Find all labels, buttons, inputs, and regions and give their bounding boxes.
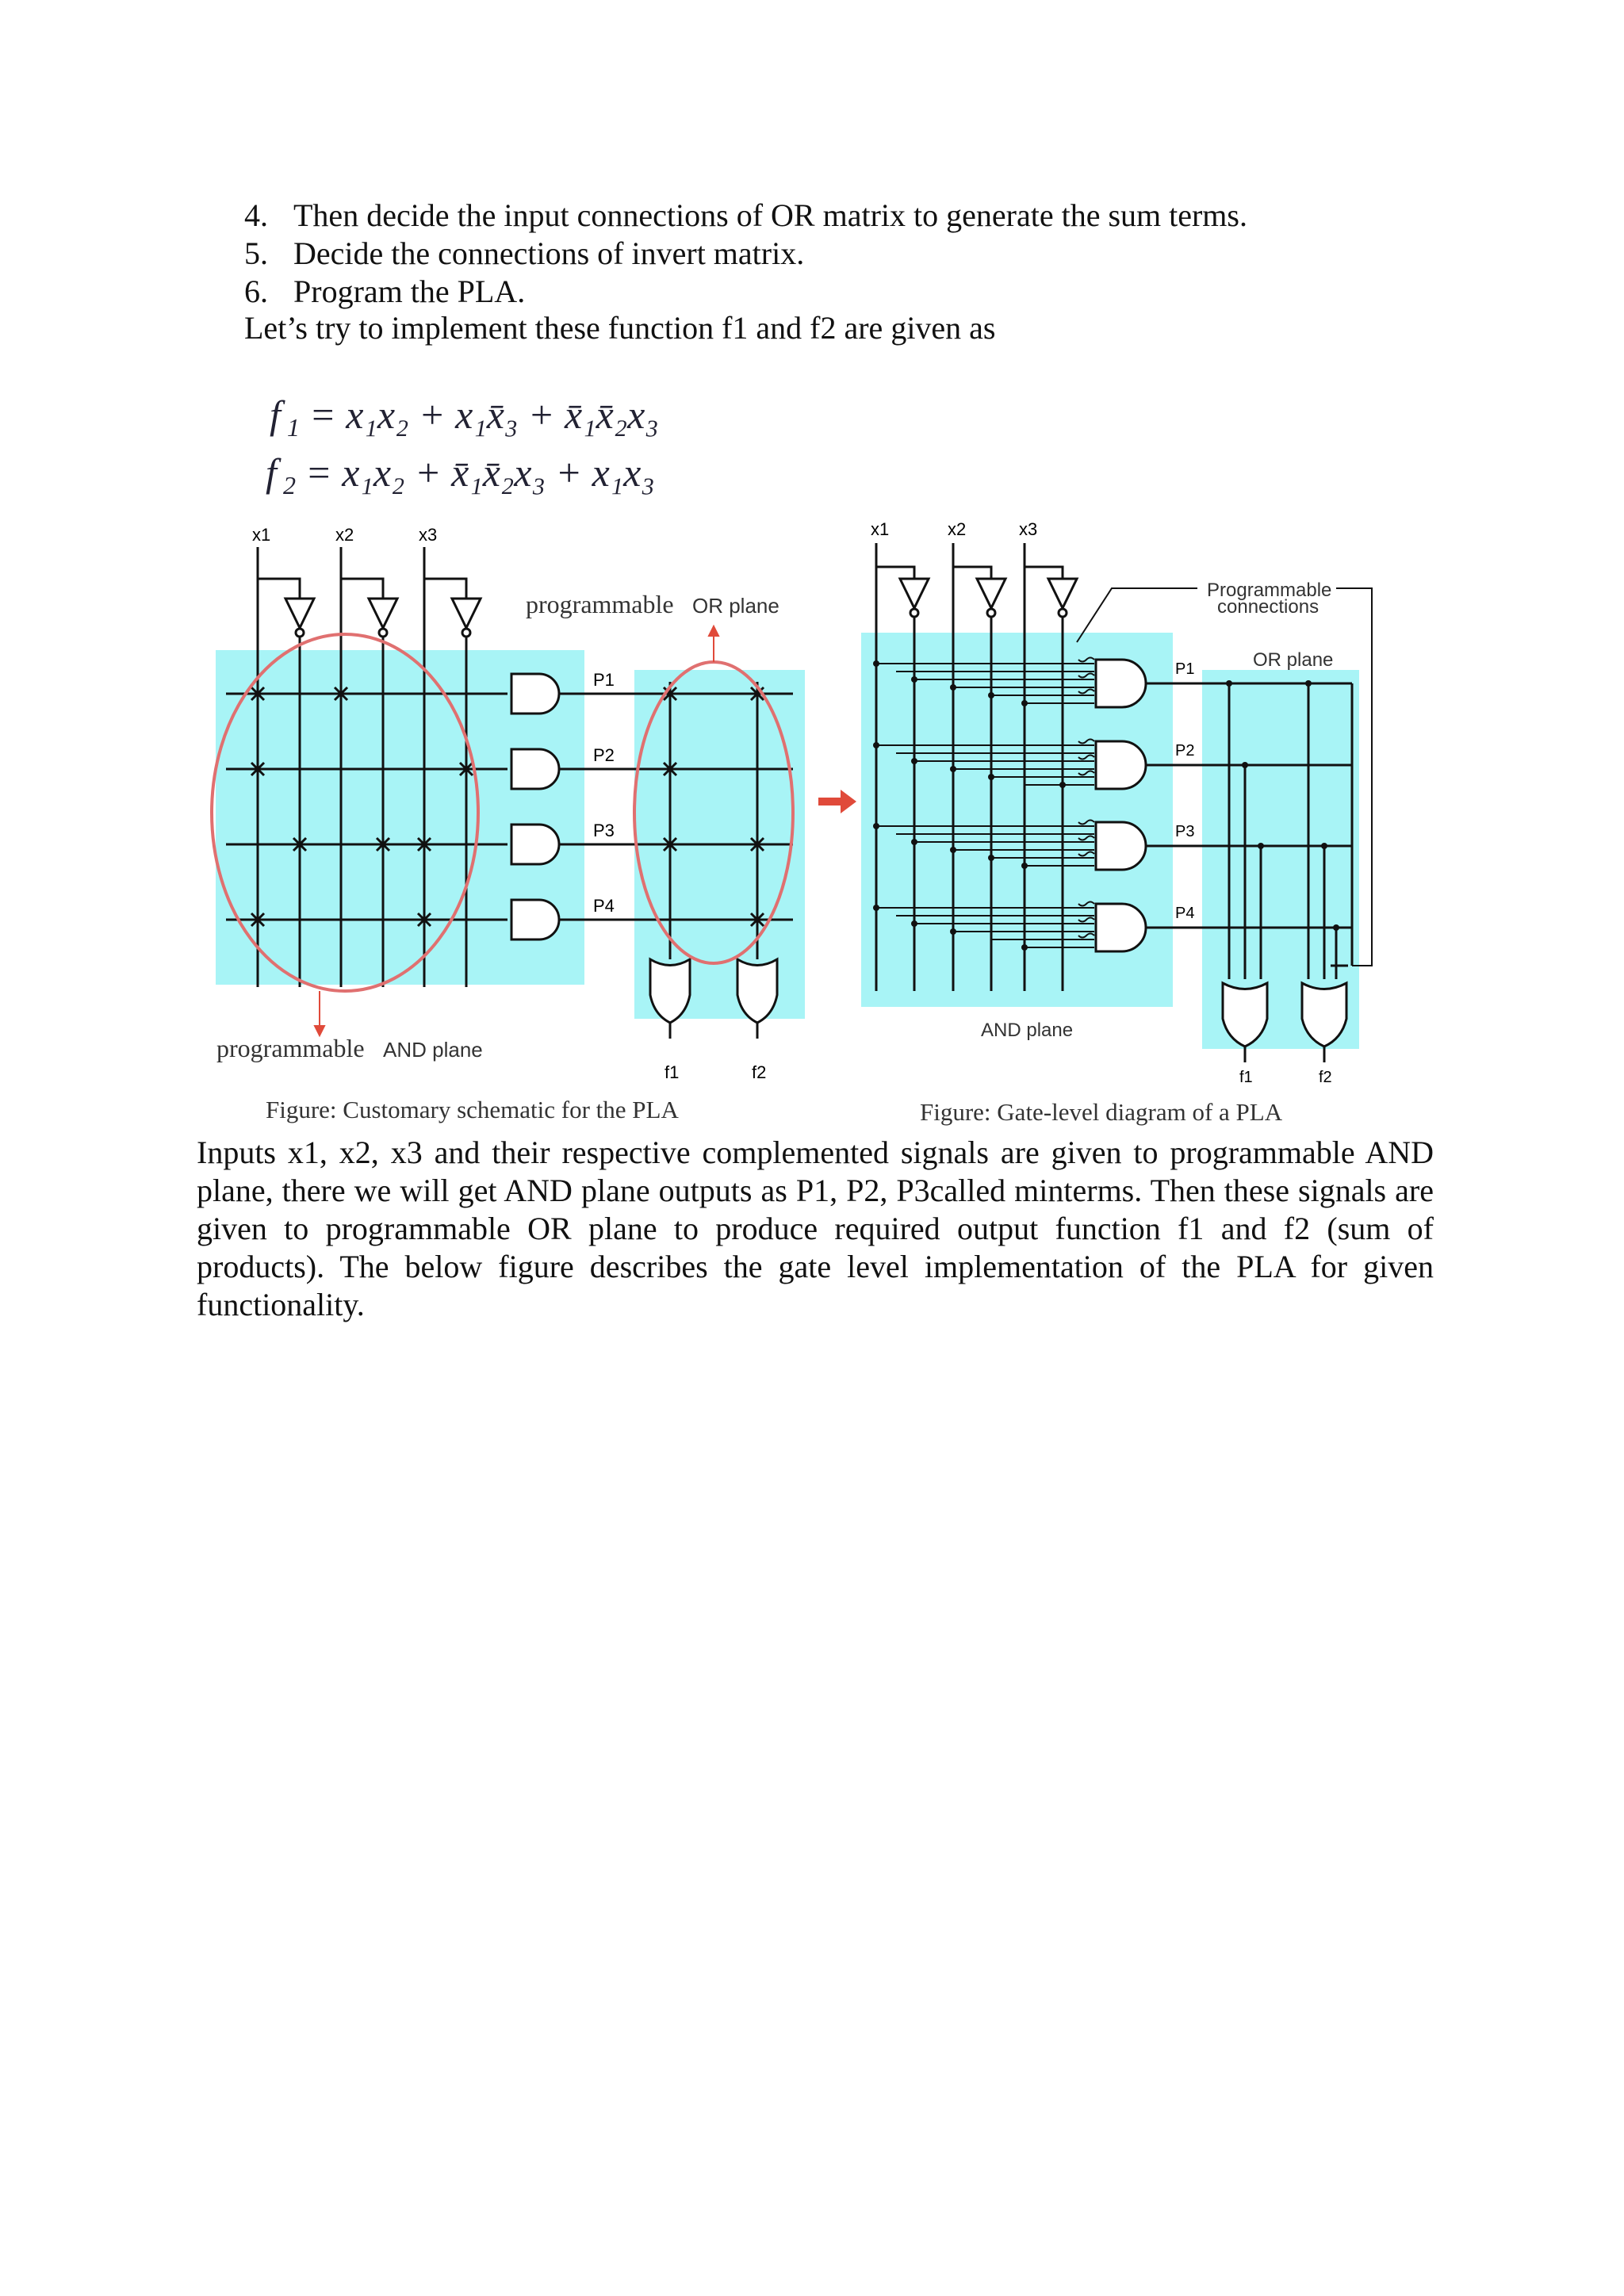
arrow-icon <box>818 790 856 813</box>
svg-text:1: 1 <box>287 413 300 442</box>
equation-f2 <box>266 450 655 499</box>
right-product-p4: P4 <box>1175 905 1195 922</box>
step-item: 5. Decide the connections of invert matrix. <box>244 235 805 271</box>
right-or-plane-label: OR plane <box>1253 649 1334 671</box>
output-label-f2: f2 <box>752 1062 767 1082</box>
input-label-x2: x2 <box>335 525 354 545</box>
svg-text:f: f <box>270 392 281 437</box>
programmable-connections-label-2: connections <box>1217 596 1320 618</box>
product-label-p4: P4 <box>593 896 615 916</box>
left-schematic <box>212 525 805 1123</box>
right-product-p1: P1 <box>1175 660 1195 678</box>
left-figure-caption: Figure: Customary schematic for the PLA <box>266 1096 679 1123</box>
equation-f1 <box>270 392 659 442</box>
right-input-x1: x1 <box>871 519 890 539</box>
programmable-connections-label: Programmable <box>1207 580 1332 601</box>
right-output-f2: f2 <box>1319 1069 1332 1086</box>
input-label-x1: x1 <box>252 525 271 545</box>
right-input-x3: x3 <box>1019 519 1038 539</box>
right-input-x2: x2 <box>948 519 967 539</box>
svg-text:2: 2 <box>283 471 296 499</box>
step-item: 6. Program the PLA. <box>244 274 526 309</box>
pla-figure <box>206 381 1624 1142</box>
input-label-x3: x3 <box>419 525 438 545</box>
product-label-p1: P1 <box>593 670 615 690</box>
body-paragraph: Inputs x1, x2, x3 and their respective complemented signals are given to programmable AND plane, there we will get AND plane outputs as P1, P2, P3called minterms. Then these signals are given to programmable OR plane to produce required output function f1 and f2 (sum of products). The below figure describes the gate level implementation of the PLA for given functionality. <box>197 1135 1434 1322</box>
svg-text:= x₁x₂ + x₁x̄₃ + x̄₁x̄₂x₃: = x₁x₂ + x₁x̄₃ + x̄₁x̄₂x₃ <box>309 392 659 437</box>
step-item: 4. Then decide the input connections of OR matrix to generate the sum terms. <box>244 197 1247 233</box>
right-and-plane-label: AND plane <box>981 1020 1074 1041</box>
svg-text:= x₁x₂ + x̄₁x̄₂x₃ + x₁x₃: = x₁x₂ + x̄₁x̄₂x₃ + x₁x₃ <box>305 450 655 495</box>
right-figure-caption: Figure: Gate-level diagram of a PLA <box>920 1098 1283 1126</box>
right-output-f1: f1 <box>1239 1069 1253 1086</box>
svg-text:f: f <box>266 450 277 495</box>
right-gate-diagram <box>861 519 1372 1126</box>
product-label-p3: P3 <box>593 821 615 840</box>
steps-list <box>244 197 1481 311</box>
output-label-f1: f1 <box>665 1062 680 1082</box>
and-plane-label: programmable <box>216 1034 365 1062</box>
or-plane-label: programmable <box>526 590 674 618</box>
right-product-p2: P2 <box>1175 742 1195 760</box>
lead-sentence: Let’s try to implement these function f1 and f2 are given as <box>244 310 996 346</box>
and-plane-label-sans: AND plane <box>383 1038 483 1062</box>
or-plane-label-sans: OR plane <box>692 594 779 618</box>
product-label-p2: P2 <box>593 745 615 765</box>
right-product-p3: P3 <box>1175 823 1195 840</box>
